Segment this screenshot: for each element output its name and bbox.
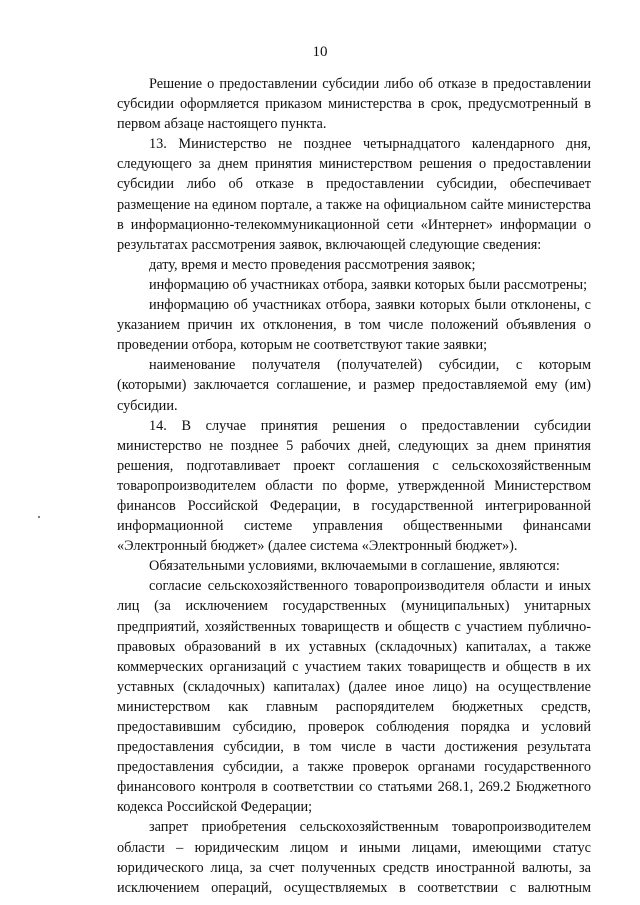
paragraph-list-item-recipient: наименование получателя (получателей) субсидии, с которым (которыми) заключается соглашение, и размер предоставляемой ему (им) субсидии.	[117, 357, 591, 414]
paragraph-13-publication: 13. Министерство не позднее четырнадцатого календарного дня, следующего за днем принятия министерством решения о предоставлении субсидии либо об отказе в предоставлении субсидии, обеспечивает размещение на едином портале, а также на официальном сайте министерства в информационно-телекоммуникационной сети «Интернет» информации о результатах рассмотрения заявок, включающей следующие сведения:	[117, 136, 591, 253]
paragraph-14-agreement: 14. В случае принятия решения о предоставлении субсидии министерство не позднее 5 рабочих дней, следующих за днем принятия решения, подготавливает проект соглашения с сельскохозяйственным товаропроизводителем области по форме, утвержденной Министерством финансов Российской Федерации, в государственной интегрированной информационной системе управления общественными финансами «Электронный бюджет» (далее система «Электронный бюджет»).	[117, 417, 591, 555]
paragraph-list-item-reviewed: информацию об участниках отбора, заявки которых были рассмотрены;	[149, 276, 588, 293]
paragraph-list-item-rejected: информацию об участниках отбора, заявки которых были отклонены, с указанием причин их отклонения, в том числе положений объявления о проведении отбора, которым не соответствуют такие заявки;	[117, 297, 591, 354]
paragraph-list-item-date: дату, время и место проведения рассмотрения заявок;	[149, 256, 476, 273]
paragraph-condition-consent: согласие сельскохозяйственного товаропроизводителя области и иных лиц (за исключением государственных (муниципальных) унитарных предприятий, хозяйственных товариществ и обществ с участием публично-правовых образований в их уставных (складочных) капиталах, а также коммерческих организаций с участием таких товариществ и обществ в их уставных (складочных) капиталах) (далее иное лицо) на осуществление министерством как главным распорядителем бюджетных средств, предоставившим субсидию, проверок соблюдения порядка и условий предоставления субсидии, в том числе в части достижения результата предоставления субсидии, а также проверок органами государственного финансового контроля в соответствии со статьями 268.1, 269.2 Бюджетного кодекса Российской Федерации;	[117, 578, 591, 816]
scan-speck	[38, 516, 40, 518]
document-body	[117, 74, 591, 898]
paragraph-condition-currency-ban: запрет приобретения сельскохозяйственным товаропроизводителем области – юридическим лицом и иными лицами, имеющими статус юридического лица, за счет полученных средств иностранной валюты, за исключением операций, осуществляемых в соответствии с валютным	[117, 819, 591, 896]
page-number: 10	[312, 44, 328, 60]
paragraph-mandatory-conditions: Обязательными условиями, включаемыми в соглашение, являются:	[149, 558, 560, 575]
paragraph-decision-order: Решение о предоставлении субсидии либо об отказе в предоставлении субсидии оформляется приказом министерства в срок, предусмотренный в первом абзаце настоящего пункта.	[117, 76, 591, 133]
